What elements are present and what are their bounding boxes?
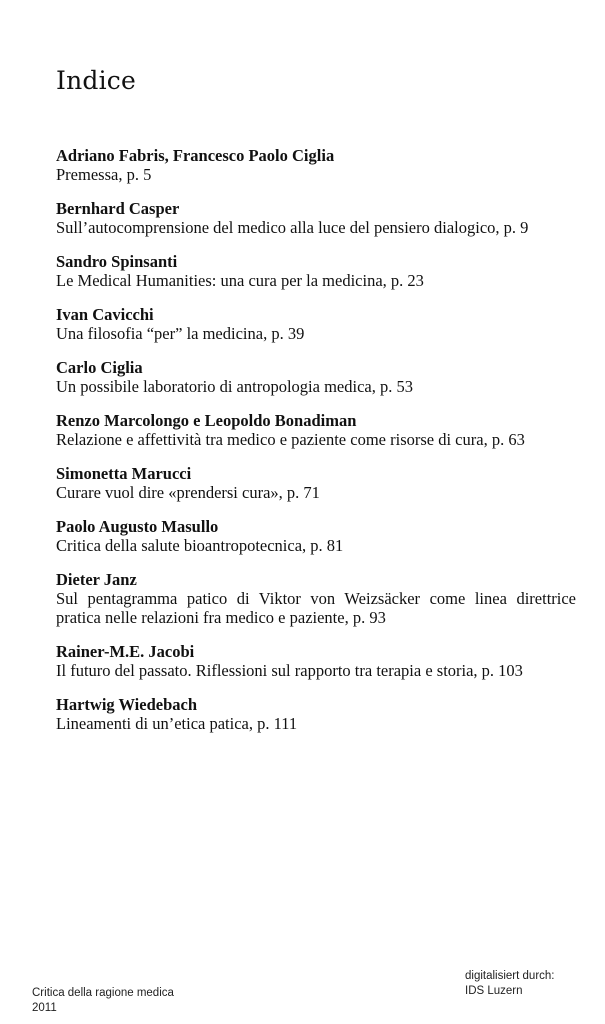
toc-work: Sul pentagramma patico di Viktor von Weizsäcker come linea direttrice pratica nelle relazioni fra medico e paziente, p. 93 bbox=[56, 589, 576, 627]
source-citation bbox=[32, 986, 174, 1016]
toc-author: Paolo Augusto Masullo bbox=[56, 517, 219, 536]
toc-author: Sandro Spinsanti bbox=[56, 252, 178, 271]
toc-author: Carlo Ciglia bbox=[56, 358, 143, 377]
page-title: Indice bbox=[56, 66, 136, 95]
digitized-label: digitalisiert durch: bbox=[465, 970, 555, 982]
toc-author: Rainer-M.E. Jacobi bbox=[56, 642, 195, 661]
source-year: 2011 bbox=[32, 1002, 57, 1014]
toc-entry bbox=[56, 695, 576, 733]
toc-entry bbox=[56, 570, 576, 627]
toc-work: Curare vuol dire «prendersi cura», p. 71 bbox=[56, 483, 320, 502]
digitization-credit bbox=[465, 969, 554, 999]
toc-work: Il futuro del passato. Riflessioni sul rapporto tra terapia e storia, p. 103 bbox=[56, 661, 523, 680]
toc-entry bbox=[56, 464, 576, 502]
toc-entry bbox=[56, 305, 576, 343]
toc-author: Renzo Marcolongo e Leopoldo Bonadiman bbox=[56, 411, 357, 430]
toc-entry bbox=[56, 358, 576, 396]
toc-work: Una filosofia “per” la medicina, p. 39 bbox=[56, 324, 305, 343]
toc-entry bbox=[56, 146, 576, 184]
toc-author: Bernhard Casper bbox=[56, 199, 180, 218]
toc-author: Simonetta Marucci bbox=[56, 464, 192, 483]
toc-entry bbox=[56, 252, 576, 290]
toc-author: Adriano Fabris, Francesco Paolo Ciglia bbox=[56, 146, 335, 165]
source-title: Critica della ragione medica bbox=[32, 987, 174, 999]
table-of-contents bbox=[56, 146, 576, 748]
toc-work: Relazione e affettività tra medico e paziente come risorse di cura, p. 63 bbox=[56, 430, 525, 449]
toc-entry bbox=[56, 642, 576, 680]
toc-work: Le Medical Humanities: una cura per la medicina, p. 23 bbox=[56, 271, 424, 290]
toc-work: Premessa, p. 5 bbox=[56, 165, 152, 184]
toc-author: Hartwig Wiedebach bbox=[56, 695, 198, 714]
toc-work: Lineamenti di un’etica patica, p. 111 bbox=[56, 714, 298, 733]
toc-entry bbox=[56, 517, 576, 555]
toc-work: Sull’autocomprensione del medico alla luce del pensiero dialogico, p. 9 bbox=[56, 218, 529, 237]
toc-author: Dieter Janz bbox=[56, 570, 137, 589]
toc-work: Un possibile laboratorio di antropologia medica, p. 53 bbox=[56, 377, 413, 396]
toc-author: Ivan Cavicchi bbox=[56, 305, 154, 324]
toc-entry bbox=[56, 411, 576, 449]
toc-work: Critica della salute bioantropotecnica, p. 81 bbox=[56, 536, 344, 555]
digitized-by: IDS Luzern bbox=[465, 985, 523, 997]
toc-entry bbox=[56, 199, 576, 237]
